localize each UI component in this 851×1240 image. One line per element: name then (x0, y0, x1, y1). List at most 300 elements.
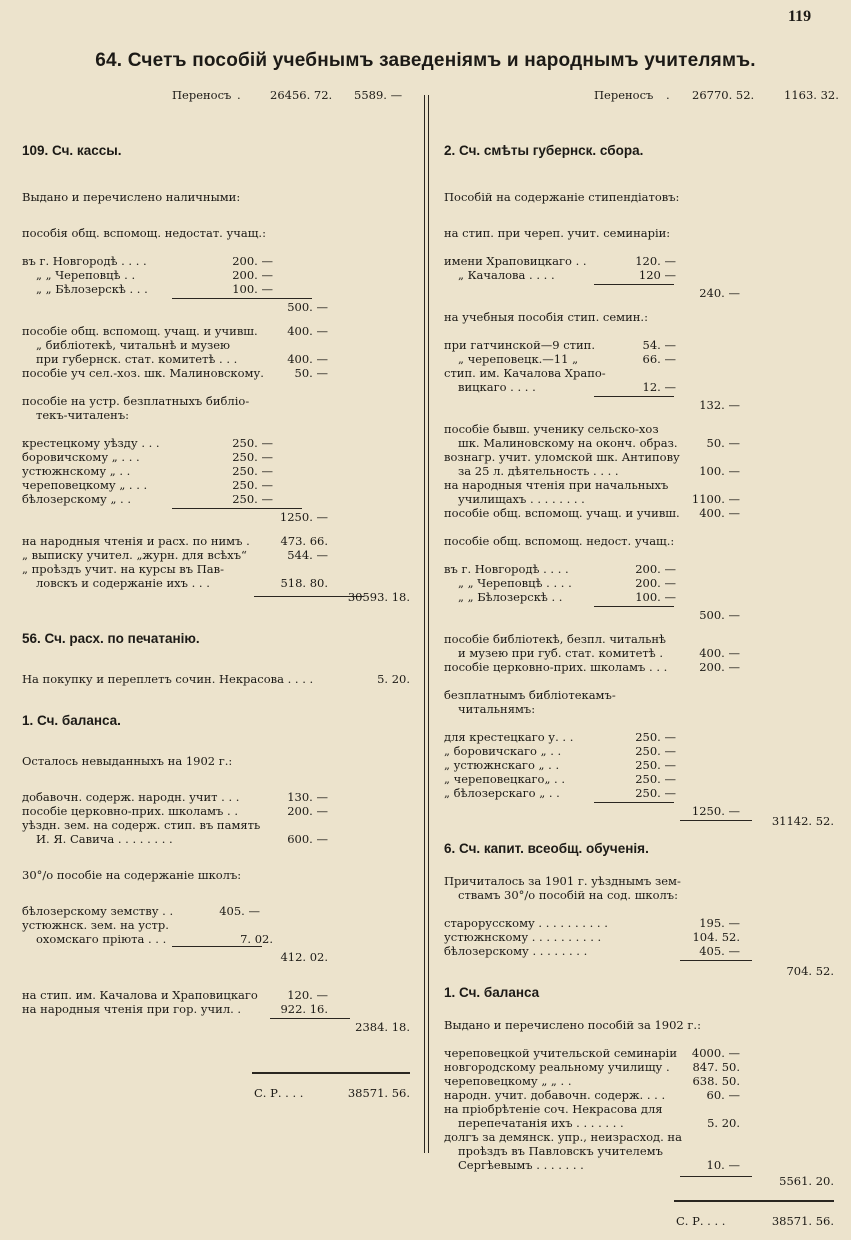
spacer (22, 768, 410, 790)
text-cell: 30593. 18. (347, 590, 410, 604)
section-total-row (22, 1016, 410, 1034)
list-item (444, 436, 834, 450)
text-cell: 544. — (287, 548, 328, 562)
rule-line (594, 396, 674, 397)
section-intro (444, 1018, 834, 1032)
list-item (444, 1060, 834, 1074)
list-item (444, 1158, 834, 1172)
list-item (22, 464, 410, 478)
text-cell: Переносъ (594, 88, 654, 102)
list-item (22, 492, 410, 506)
group-heading (22, 394, 410, 408)
text-cell: 412. 02. (280, 950, 328, 964)
text-cell: 5561. 20. (779, 1174, 834, 1188)
group-heading (444, 534, 834, 548)
spacer (444, 1032, 834, 1046)
text-cell: вицкаго . . . . (458, 380, 536, 394)
spacer (444, 162, 834, 190)
text-cell: 31142. 52. (771, 814, 834, 828)
text-cell: 12. — (642, 380, 676, 394)
text-cell: ствамъ 30°/о пособій на сод. школъ: (458, 888, 678, 902)
list-item (444, 464, 834, 478)
column-divider (424, 95, 425, 1153)
text-cell: 200. — (232, 254, 273, 268)
list-item (22, 324, 410, 338)
list-item (444, 916, 834, 930)
text-cell: 250. — (635, 744, 676, 758)
text-cell: 1163. 32. (784, 88, 839, 102)
text-cell: пособіе общ. вспомощ. учащ. и учивш. (444, 506, 680, 520)
list-item (444, 1116, 834, 1130)
text-cell: и музею при губ. стат. комитетѣ . (458, 646, 663, 660)
text-cell: С. Р. . . . (676, 1214, 726, 1228)
list-item (444, 450, 834, 464)
group-heading (444, 688, 834, 702)
text-cell: пособія общ. вспомощ. недостат. учащ.: (22, 226, 266, 240)
group-heading (22, 226, 410, 240)
section-intro (444, 190, 834, 204)
text-cell: 200. — (635, 562, 676, 576)
section-heading: 2. Сч. смѣты губернск. сбора. (444, 143, 644, 158)
list-item (444, 1074, 834, 1088)
list-item (22, 804, 410, 818)
subtotal-row (444, 282, 834, 300)
list-item (444, 268, 834, 282)
section-total-row (444, 814, 834, 828)
section-heading: 109. Сч. кассы. (22, 143, 122, 158)
section-intro (444, 874, 834, 888)
text-cell: Причиталось за 1901 г. уѣзднымъ зем- (444, 874, 681, 888)
section-heading: 6. Сч. капит. всеобщ. обученія. (444, 841, 649, 856)
text-cell: череповецкому „ . . . (22, 478, 148, 492)
text-cell: добавочн. содерж. народн. учит . . . (22, 790, 240, 804)
list-item (444, 352, 834, 366)
subtotal-row (22, 506, 410, 524)
rule-line (270, 1018, 350, 1019)
list-item (444, 1046, 834, 1060)
text-cell: устюжнск. зем. на устр. (22, 918, 169, 932)
text-cell: 400. — (699, 646, 740, 660)
subtotal-row (22, 946, 410, 964)
text-cell: уѣздн. зем. на содерж. стип. въ память (22, 818, 261, 832)
text-cell: 518. 80. (280, 576, 328, 590)
text-cell: 5. 20. (707, 1116, 740, 1130)
text-cell: новгородскому реальному училищу . (444, 1060, 670, 1074)
text-cell: на стип. при череп. учит. семинаріи: (444, 226, 671, 240)
carry-label: Переносъ (172, 88, 232, 102)
text-cell: 405. — (219, 904, 260, 918)
text-cell: проѣздъ въ Павловскъ учителемъ (458, 1144, 663, 1158)
text-cell: 250. — (635, 786, 676, 800)
text-cell: 60. — (706, 1088, 740, 1102)
text-cell: 405. — (699, 944, 740, 958)
rule-line (172, 508, 302, 509)
list-item (22, 338, 410, 352)
spacer (22, 604, 410, 632)
text-cell: на народныя чтенія при начальныхъ (444, 478, 669, 492)
text-cell: „ „ Череповцѣ . . (36, 268, 136, 282)
text-cell: 200. — (232, 268, 273, 282)
list-item (22, 254, 410, 268)
text-cell: Выдано и перечислено наличными: (22, 190, 241, 204)
text-cell: 132. — (699, 398, 740, 412)
spacer (22, 162, 410, 190)
left-column (22, 88, 410, 1100)
text-cell: череповецкому „ „ . . (444, 1074, 572, 1088)
text-cell: 473. 66. (280, 534, 328, 548)
list-item (22, 562, 410, 576)
text-cell: пособіе на устр. безплатныхъ библіо- (22, 394, 250, 408)
text-cell: 250. — (635, 730, 676, 744)
text-cell: для крестецкаго у. . . (444, 730, 574, 744)
text-cell: 1250. — (691, 804, 740, 818)
section-intro (444, 888, 834, 902)
spacer (444, 204, 834, 226)
text-cell: на стип. им. Качалова и Храповицкаго (22, 988, 258, 1002)
text-cell: на учебныя пособія стип. семин.: (444, 310, 648, 324)
text-cell: 2384. 18. (355, 1020, 410, 1034)
text-cell: 250. — (232, 450, 273, 464)
text-cell: 4000. — (691, 1046, 740, 1060)
list-item (444, 772, 834, 786)
group-heading (22, 408, 410, 422)
text-cell: 120. — (287, 988, 328, 1002)
text-cell: 250. — (635, 758, 676, 772)
list-item (22, 932, 410, 946)
list-item (444, 478, 834, 492)
text-cell: „ череповецкаго„ . . (444, 772, 566, 786)
text-cell: 1100. — (691, 492, 740, 506)
text-cell: 638. 50. (692, 1074, 740, 1088)
text-cell: на народныя чтенія и расх. по нимъ . (22, 534, 250, 548)
rule-line (594, 802, 674, 803)
carry-value-1: 26456. 72. (270, 88, 333, 102)
text-cell: 7. 02. (240, 932, 273, 946)
subtotal-row (444, 394, 834, 412)
list-item (22, 1002, 410, 1016)
section-total-row (444, 1172, 834, 1186)
list-item (22, 436, 410, 450)
text-cell: 54. — (642, 338, 676, 352)
list-item (444, 786, 834, 800)
text-cell: шк. Малиновскому на оконч. образ. (458, 436, 678, 450)
list-item (22, 904, 410, 918)
list-item (444, 338, 834, 352)
text-cell: 130. — (287, 790, 328, 804)
group-heading (444, 226, 834, 240)
list-item (22, 790, 410, 804)
text-cell: Сергѣевымъ . . . . . . . (458, 1158, 584, 1172)
right-column (444, 88, 839, 1228)
text-cell: „ бѣлозерскаго „ . . (444, 786, 560, 800)
list-item (22, 450, 410, 464)
text-cell: имени Храповицкаго . . (444, 254, 587, 268)
page-number: 119 (788, 8, 812, 25)
spacer (22, 310, 410, 324)
list-item (444, 1130, 834, 1144)
spacer (444, 972, 834, 986)
text-cell: . (666, 88, 670, 102)
list-item (444, 1102, 834, 1116)
subtotal-row (444, 800, 834, 818)
spacer (444, 860, 834, 874)
carry-forward-row (22, 88, 410, 102)
text-cell: 200. — (287, 804, 328, 818)
spacer (444, 716, 834, 730)
list-item (22, 576, 410, 590)
spacer (444, 828, 834, 842)
spacer (444, 1186, 834, 1200)
text-cell: пособіе общ. вспомощ. учащ. и учивш. (22, 324, 258, 338)
text-cell: пособіе уч сел.-хоз. шк. Малиновскому. (22, 366, 264, 380)
grand-total-rule-row (444, 1200, 834, 1214)
list-item (444, 1144, 834, 1158)
spacer (444, 130, 834, 144)
text-cell: бѣлозерскому земству . . (22, 904, 174, 918)
text-cell: „ боровичскаго „ . . (444, 744, 562, 758)
list-item (22, 352, 410, 366)
text-cell: за 25 л. дѣятельность . . . . (458, 464, 619, 478)
text-cell: череповецкой учительской семинаріи (444, 1046, 677, 1060)
list-item (22, 282, 410, 296)
spacer (22, 1058, 410, 1072)
text-cell: боровичскому „ . . . (22, 450, 140, 464)
text-cell: „ „ Бѣлозерскѣ . . . (36, 282, 148, 296)
text-cell: безплатнымъ библіотекамъ- (444, 688, 616, 702)
text-cell: 10. — (706, 1158, 740, 1172)
carry-value-2: 5589. — (354, 88, 403, 102)
text-cell: 100. — (699, 464, 740, 478)
rule-line (680, 820, 752, 821)
spacer (444, 408, 834, 422)
spacer (22, 380, 410, 394)
rule-line (680, 960, 752, 961)
text-cell: 104. 52. (692, 930, 740, 944)
list-item (444, 590, 834, 604)
list-item (444, 646, 834, 660)
list-item (22, 672, 410, 686)
text-cell: „ проѣздъ учит. на курсы въ Пав- (22, 562, 224, 576)
list-item (444, 422, 834, 436)
text-cell: 100. — (232, 282, 273, 296)
text-cell: на народныя чтенія при гор. учил. . (22, 1002, 242, 1016)
list-item (22, 534, 410, 548)
list-item (22, 548, 410, 562)
text-cell: 38571. 56. (347, 1086, 410, 1100)
spacer (22, 240, 410, 254)
list-item (444, 380, 834, 394)
section-intro (22, 754, 410, 768)
text-cell: „ „ Бѣлозерскѣ . . (458, 590, 563, 604)
spacer (22, 102, 410, 130)
text-cell: пособіе церковно-прих. школамъ . . . (444, 660, 668, 674)
spacer (444, 674, 834, 688)
list-item (444, 492, 834, 506)
list-item (444, 562, 834, 576)
text-cell: Пособій на содержаніе стипендіатовъ: (444, 190, 680, 204)
text-cell: Осталось невыданныхъ на 1902 г.: (22, 754, 233, 768)
spacer (444, 1004, 834, 1018)
section-total-row (444, 958, 834, 978)
text-cell: 38571. 56. (771, 1214, 834, 1228)
column-divider-inner (428, 95, 429, 1153)
text-cell: С. Р. . . . (254, 1086, 304, 1100)
text-cell: бѣлозерскому . . . . . . . . (444, 944, 588, 958)
text-cell: при гатчинской—9 стип. (444, 338, 595, 352)
spacer (444, 102, 834, 130)
spacer (22, 520, 410, 534)
spacer (22, 422, 410, 436)
spacer (22, 882, 410, 904)
text-cell: 50. — (294, 366, 328, 380)
text-cell: 1250. — (279, 510, 328, 524)
text-cell: крестецкому уѣзду . . . (22, 436, 160, 450)
text-cell: „ Качалова . . . . (458, 268, 555, 282)
text-cell: при губернск. стат. комитетѣ . . . (36, 352, 238, 366)
text-cell: училищахъ . . . . . . . . (458, 492, 585, 506)
text-cell: 120 — (638, 268, 676, 282)
grand-total-rule-row (22, 1072, 410, 1086)
text-cell: старорусскому . . . . . . . . . . (444, 916, 608, 930)
text-cell: перепечатанія ихъ . . . . . . . (458, 1116, 624, 1130)
section-heading: 56. Сч. расх. по печатанію. (22, 631, 200, 646)
group-heading (22, 868, 410, 882)
spacer (22, 650, 410, 672)
grand-total-row (22, 1086, 410, 1100)
text-cell: 120. — (635, 254, 676, 268)
rule-line (594, 284, 674, 285)
spacer (444, 520, 834, 534)
spacer (22, 846, 410, 868)
text-cell: 250. — (232, 436, 273, 450)
rule-line (594, 606, 674, 607)
list-item (444, 758, 834, 772)
section-heading: 1. Сч. баланса (444, 985, 540, 1000)
list-item (444, 930, 834, 944)
rule-line (252, 1072, 410, 1074)
section-intro (22, 190, 410, 204)
rule-line (674, 1200, 834, 1202)
text-cell: 5. 20. (377, 672, 410, 686)
text-cell: „ череповецк.—11 „ (458, 352, 579, 366)
list-item (444, 1088, 834, 1102)
text-cell: 500. — (699, 608, 740, 622)
text-cell: „ устюжнскаго „ . . (444, 758, 560, 772)
text-cell: охомскаго пріюта . . . (36, 932, 167, 946)
text-cell: въ г. Новгородѣ . . . . (444, 562, 569, 576)
text-cell: 500. — (287, 300, 328, 314)
rule-line (172, 946, 262, 947)
text-cell: „ выписку учител. „журн. для всѣхъ“ (22, 548, 247, 562)
text-cell: 400. — (287, 324, 328, 338)
text-cell: 250. — (232, 464, 273, 478)
text-cell: на пріобрѣтеніе соч. Некрасова для (444, 1102, 663, 1116)
text-cell: народн. учит. добавочн. содерж. . . . (444, 1088, 666, 1102)
text-cell: „ „ Череповцѣ . . . . (458, 576, 572, 590)
text-cell: бѣлозерскому „ . . (22, 492, 132, 506)
spacer (444, 548, 834, 562)
text-cell: 240. — (699, 286, 740, 300)
list-item (22, 988, 410, 1002)
text-cell: 847. 50. (692, 1060, 740, 1074)
text-cell: текъ-читаленъ: (36, 408, 130, 422)
text-cell: устюжнскому „ . . (22, 464, 131, 478)
list-item (444, 744, 834, 758)
list-item (444, 366, 834, 380)
text-cell: устюжнскому . . . . . . . . . . (444, 930, 602, 944)
text-cell: 250. — (635, 772, 676, 786)
spacer (22, 732, 410, 754)
text-cell: 922. 16. (280, 1002, 328, 1016)
page-title: 64. Счетъ пособій учебнымъ заведеніямъ и народнымъ учителямъ. (95, 50, 756, 71)
section-total-row (22, 590, 410, 604)
text-cell: 704. 52. (786, 964, 834, 978)
spacer (444, 902, 834, 916)
list-item (22, 268, 410, 282)
grand-total-row (444, 1214, 834, 1228)
text-cell: пособіе бывш. ученику сельско-хоз (444, 422, 659, 436)
text-cell: пособіе библіотекѣ, безпл. читальнѣ (444, 632, 666, 646)
text-cell: въ г. Новгородѣ . . . . (22, 254, 147, 268)
text-cell: 200. — (699, 660, 740, 674)
spacer (22, 686, 410, 714)
text-cell: 250. — (232, 492, 273, 506)
list-item (444, 730, 834, 744)
group-heading (444, 702, 834, 716)
list-item (22, 832, 410, 846)
text-cell: 600. — (287, 832, 328, 846)
list-item (444, 660, 834, 674)
text-cell: 250. — (232, 478, 273, 492)
text-cell: стип. им. Качалова Храпо- (444, 366, 606, 380)
text-cell: 30°/о пособіе на содержаніе школъ: (22, 868, 242, 882)
subtotal-row (444, 604, 834, 622)
text-cell: пособіе церковно-прих. школамъ . . (22, 804, 238, 818)
text-cell: вознагр. учит. уломской шк. Антипову (444, 450, 680, 464)
spacer (22, 960, 410, 988)
list-item (444, 506, 834, 520)
subtotal-rule (172, 298, 312, 299)
text-cell: На покупку и переплетъ сочин. Некрасова . . . . (22, 672, 314, 686)
list-item (22, 366, 410, 380)
spacer (22, 204, 410, 226)
text-cell: И. Я. Савича . . . . . . . . (36, 832, 173, 846)
text-cell: 50. — (706, 436, 740, 450)
list-item (444, 576, 834, 590)
list-item (444, 632, 834, 646)
list-item (22, 918, 410, 932)
text-cell: 400. — (699, 506, 740, 520)
text-cell: 200. — (635, 576, 676, 590)
text-cell: 66. — (642, 352, 676, 366)
text-cell: „ библіотекѣ, читальнѣ и музею (36, 338, 231, 352)
spacer (444, 296, 834, 310)
list-item (444, 944, 834, 958)
text-cell: ловскъ и содержаніе ихъ . . . (36, 576, 210, 590)
spacer (444, 618, 834, 632)
spacer (444, 240, 834, 254)
text-cell: 26770. 52. (692, 88, 755, 102)
rule-line (680, 1176, 752, 1177)
section-heading: 1. Сч. баланса. (22, 713, 121, 728)
text-cell: долгъ за демянск. упр., неизрасход. на (444, 1130, 682, 1144)
spacer (22, 1030, 410, 1058)
text-cell: 195. — (699, 916, 740, 930)
text-cell: читальнямъ: (458, 702, 536, 716)
text-cell: пособіе общ. вспомощ. недост. учащ.: (444, 534, 675, 548)
carry-dot: . (237, 88, 241, 102)
list-item (444, 254, 834, 268)
